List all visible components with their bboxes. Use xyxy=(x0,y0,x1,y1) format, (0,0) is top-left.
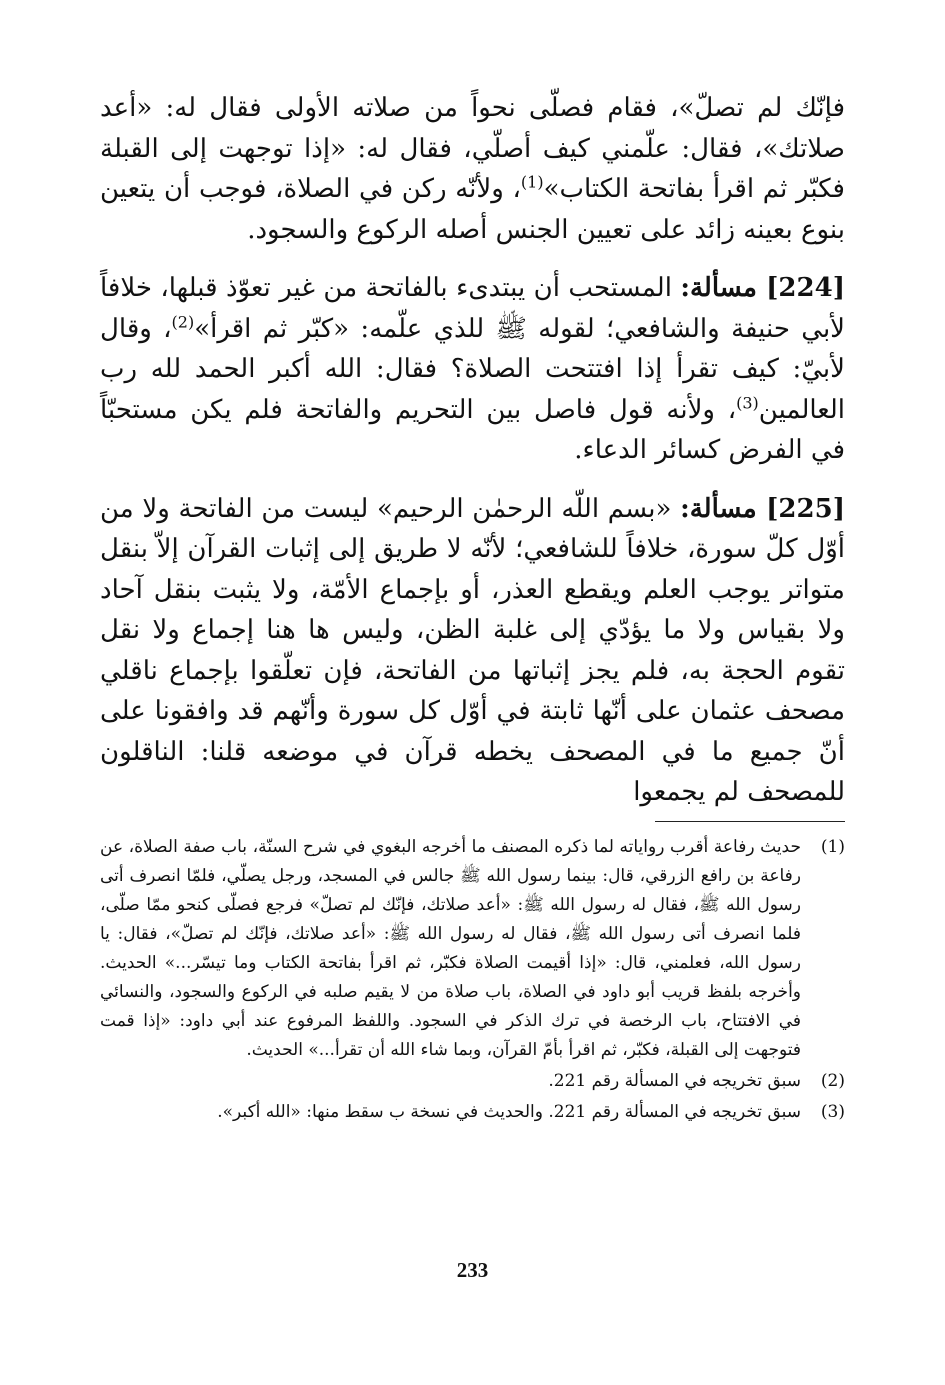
paragraph-text: المستحب أن يبتدىء بالفاتحة من غير تعوّذ قبلها، خلافاً لأبي حنيفة والشافعي؛ لقوله ﷺ للذي علّمه: «كبّر ثم اقرأ» xyxy=(100,273,846,344)
paragraph-text: ، ولأنّه ركن في الصلاة، فوجب أن يتعين بنوع بعينه زائد على تعيين الجنس أصله الركوع والسجود. xyxy=(100,174,845,245)
footnote-separator xyxy=(655,821,845,822)
footnote-number: (1) xyxy=(820,837,845,857)
footnote-number: (3) xyxy=(820,1102,845,1122)
page-number: 233 xyxy=(456,1258,489,1282)
footnotes xyxy=(100,833,845,1129)
issue-heading: [225] مسألة: xyxy=(680,493,846,524)
paragraph-issue-224 xyxy=(100,268,845,471)
footnote-number: (2) xyxy=(820,1071,845,1091)
paragraph-text: فإنّك لم تصلّ»، فقام فصلّى نحواً من صلاته الأولى فقال له: «أعد صلاتك»، فقال: علّمني كيف أصلّي، فقال له: «إذا توجهت إلى القبلة فكبّر ثم اقرأ بفاتحة الكتاب» xyxy=(100,93,845,204)
paragraph-text: ، ولأنه قول فاصل بين التحريم والفاتحة فلم يكن مستحبّاً في الفرض كسائر الدعاء. xyxy=(100,394,845,465)
main-text xyxy=(100,88,845,831)
footnote-ref-1: (1) xyxy=(520,172,544,192)
paragraph-text: «بسم اللّه الرحمٰن الرحيم» ليست من الفاتحة ولا من أوّل كلّ سورة، خلافاً للشافعي؛ لأنّه لا طريق إلى إثبات القرآن إلاّ بنقل متواتر يوجب العلم ويقطع العذر، أو بإجماع الأمّة، ولا يثبت بنقل آحاد ولا بقياس ولا ما يؤدّي إلى غلبة الظن، وليس ها هنا إجماع ولا نقل تقوم الحجة به، فلم يجز إثباتها من الفاتحة، فإن تعلّقوا بإجماع ناقلي مصحف عثمان على أنّها ثابتة في أوّل كل سورة وأنّهم قد وافقونا على أنّ جميع ما في المصحف يخطه قرآن في موضعه قلنا: الناقلون للمصحف لم يجمعوا xyxy=(100,493,845,807)
footnote-text: سبق تخريجه في المسألة رقم 221. xyxy=(548,1071,801,1091)
footnote-ref-2: (2) xyxy=(171,311,195,331)
footnote-text: حديث رفاعة أقرب رواياته لما ذكره المصنف ما أخرجه البغوي في شرح السنّة، باب صفة الصلاة، عن رفاعة بن رافع الزرقي، قال: بينما رسول الله ﷺ جالس في المسجد، ورجل يصلّي، فلمّا انصرف أتى رسول الله ﷺ، فقال له رسول الله ﷺ: «أعد صلاتك، فإنّك لم تصلّ» فرجع فصلّى كنحو ممّا صلّى، فلما انصرف أتى رسول الله ﷺ، فقال له رسول الله ﷺ: «أعد صلاتك، فإنّك لم تصلّ»، فقال: يا رسول الله، فعلمني، قال: «إذا أقيمت الصلاة فكبّر، ثم اقرأ بفاتحة الكتاب وما تيسّر...» الحديث. وأخرجه بلفظ قريب أبو داود في الصلاة، باب صلاة من لا يقيم صلبه في الركوع والسجود، والنسائي في الافتتاح، باب الرخصة في ترك الذكر في السجود. واللفظ المرفوع عند أبي داود: «إذا قمت فتوجهت إلى القبلة، فكبّر، ثم اقرأ بأمّ القرآن، وبما شاء الله أن تقرأ...» الحديث. xyxy=(100,837,801,1060)
footnote-3 xyxy=(100,1098,845,1127)
footnote-text: سبق تخريجه في المسألة رقم 221. والحديث في نسخة ب سقط منها: «الله أكبر». xyxy=(217,1102,801,1122)
footnote-2 xyxy=(100,1067,845,1096)
footnote-1 xyxy=(100,833,845,1065)
paragraph-issue-225 xyxy=(100,489,845,813)
footnote-ref-3: (3) xyxy=(736,392,759,412)
paragraph-text: ، وقال لأبيّ: كيف تقرأ إذا افتتحت الصلاة؟ فقال: الله أكبر الحمد لله رب العالمين xyxy=(100,313,845,425)
issue-heading: [224] مسألة: xyxy=(680,273,846,303)
paragraph-continuation xyxy=(100,88,845,250)
